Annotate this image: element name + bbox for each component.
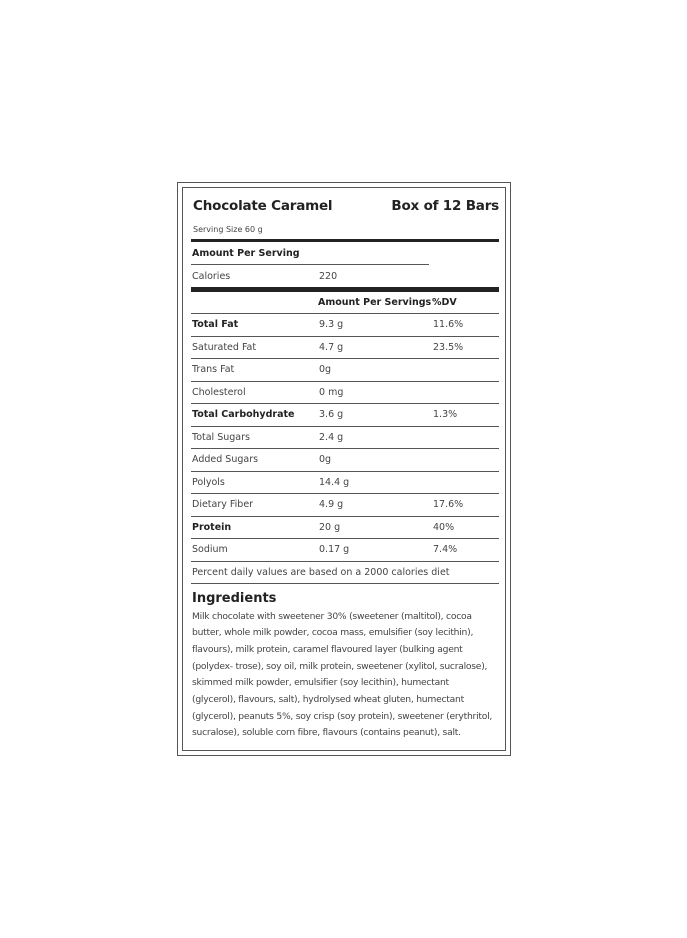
nutrient-row (191, 359, 499, 381)
nutrient-row (191, 314, 499, 336)
nutrient-name: Trans Fat (192, 364, 235, 376)
nutrient-row (191, 427, 499, 449)
nutrient-name: Total Carbohydrate (192, 409, 295, 421)
nutrient-amount: 0 mg (319, 386, 344, 398)
nutrient-name: Protein (192, 521, 232, 533)
ingredients-line: Milk chocolate with sweetener 30% (sweetener (maltitol), cocoa (192, 610, 472, 622)
nutrient-amount: 20 g (319, 521, 341, 533)
nutrient-row (191, 494, 499, 516)
nutrient-name: Total Sugars (192, 431, 250, 443)
ingredients-text (191, 609, 499, 743)
ingredients-line: sucralose), soluble corn fibre, flavours (contains peanut), salt. (192, 727, 461, 739)
serving-size: Serving Size 60 g (193, 225, 263, 234)
nutrient-row (191, 449, 499, 471)
nutrient-amount: 4.7 g (319, 341, 344, 353)
nutrient-dv: 23.5% (433, 341, 464, 353)
nutrition-label (191, 198, 499, 742)
nutrient-name: Dietary Fiber (192, 499, 254, 511)
nutrient-name: Saturated Fat (192, 341, 257, 353)
nutrient-amount: 4.9 g (319, 499, 344, 511)
nutrient-name: Cholesterol (192, 386, 246, 398)
calories-label: Calories (192, 270, 231, 282)
nutrient-amount: 0g (319, 454, 332, 466)
daily-value-footnote: Percent daily values are based on a 2000 calories diet (192, 566, 450, 578)
nutrient-amount: 2.4 g (319, 431, 344, 443)
nutrient-table (191, 314, 499, 562)
nutrient-dv: 1.3% (433, 409, 458, 421)
nutrient-row (191, 382, 499, 404)
nutrient-row (191, 517, 499, 539)
nutrient-amount: 14.4 g (319, 476, 350, 488)
ingredients-line: flavours), milk protein, caramel flavoured layer (bulking agent (192, 643, 463, 655)
title-row (191, 198, 499, 224)
ingredients-line: butter, whole milk powder, cocoa mass, emulsifier (soy lecithin), (192, 627, 474, 639)
ingredients-line: (glycerol), peanuts 5%, soy crisp (soy protein), sweetener (erythritol, (192, 710, 493, 722)
product-name: Chocolate Caramel (193, 198, 333, 214)
amount-per-serving-heading: Amount Per Serving (192, 247, 300, 259)
nutrient-row (191, 539, 499, 561)
divider (191, 583, 499, 584)
nutrient-name: Sodium (192, 544, 228, 556)
column-header-row (191, 292, 499, 313)
calories-row (191, 265, 499, 287)
ingredients-line: (glycerol), flavours, salt), hydrolysed wheat gluten, humectant (192, 694, 464, 706)
nutrient-name: Polyols (192, 476, 225, 488)
column-header-amount: Amount Per Servings (318, 297, 432, 308)
ingredients-line: skimmed milk powder, emulsifier (soy lecithin), humectant (192, 677, 449, 689)
calories-value: 220 (319, 270, 338, 282)
nutrient-dv: 40% (433, 521, 455, 533)
column-header-dv: %DV (432, 297, 457, 308)
package-size: Box of 12 Bars (391, 198, 499, 214)
nutrient-dv: 11.6% (433, 319, 464, 331)
nutrient-amount: 0.17 g (319, 544, 350, 556)
ingredients-line: (polydex- trose), soy oil, milk protein, sweetener (xylitol, sucralose), (192, 660, 488, 672)
nutrient-row (191, 337, 499, 359)
nutrient-amount: 3.6 g (319, 409, 344, 421)
nutrient-name: Total Fat (192, 319, 239, 331)
nutrient-row (191, 404, 499, 426)
nutrient-amount: 9.3 g (319, 319, 344, 331)
nutrient-name: Added Sugars (192, 454, 259, 466)
nutrient-dv: 7.4% (433, 544, 458, 556)
nutrient-dv: 17.6% (433, 499, 464, 511)
nutrient-row (191, 472, 499, 494)
ingredients-heading: Ingredients (192, 590, 277, 606)
nutrient-amount: 0g (319, 364, 332, 376)
